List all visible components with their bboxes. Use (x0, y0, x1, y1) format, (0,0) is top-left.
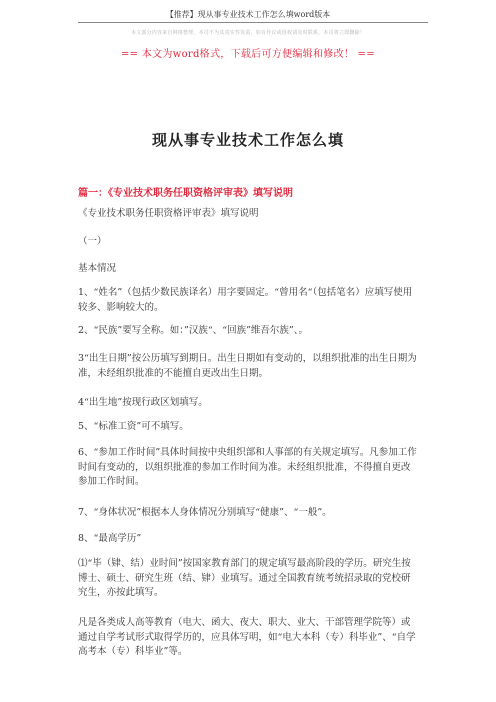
paragraph-adult-education: 凡是各类成人高等教育（电大、函大、夜大、职大、业大、干部管理学院等）或通过自学考试形式取得学历的，应具体写明，如“电大本科（专）科毕业”、“自学高考本（专）科毕业”等。 (78, 617, 416, 657)
running-header-title: 【推荐】现从事专业技术工作怎么填word版本 (165, 10, 331, 19)
paragraph-item-3: 3“出生日期”按公历填写到期日。出生日期如有变动的，以组织批准的出生日期为准，未经组织批准的不能擅自更改出生日期。 (78, 353, 417, 379)
copyright-disclaimer: 本文部分内容来自网络整理，本司不为其真实性负责，如有异议或侵权请及时联系，本司将立即删除！ (130, 30, 365, 36)
paragraph-item-4: 4“出生地”按现行政区划填写。 (78, 397, 208, 408)
document-title: 现从事专业技术工作怎么填 (151, 131, 344, 149)
paragraph-item-1: 1、“姓名”（包括少数民族译名）用字要固定。“曾用名“（包括笔名）应填写使用较多、影响较大的。 (78, 287, 413, 313)
word-format-notice: == 本文为word格式，下载后可方便编辑和修改！ == (120, 49, 376, 60)
paragraph-form-name: 《专业技术职务任职资格评审表》填写说明 (78, 208, 259, 219)
paragraph-item-6: 6、“参加工作时间”具体时间按中央组织部和人事部的有关规定填写。凡参加工作时间有变动的，以组织批准的参加工作时间为准。未经组织批准，不得擅自更改参加工作时间。 (78, 447, 417, 487)
paragraph-part-number: （一） (78, 236, 107, 247)
paragraph-item-2: 2、“民族”要写全称。如：”汉族“、“回族”维吾尔族”、。 (78, 325, 309, 336)
paragraph-item-8: 8、“最高学历” (78, 533, 142, 544)
paragraph-item-8-1: ⑴“毕（肄、结）业时间”按国家教育部门的规定填写最高阶段的学历。研究生按博士、硕士、研究生班（结、肄）业填写。通过全国教育统考统招录取的党校研究生，亦按此填写。 (78, 558, 411, 598)
paragraph-basic-info: 基本情况 (78, 263, 117, 274)
header-divider (78, 22, 428, 23)
paragraph-item-7: 7、“身体状况”根据本人身体情况分别填写“健康”、“一般”。 (78, 507, 332, 518)
section-heading: 篇一：《专业技术职务任职资格评审表》填写说明 (78, 188, 293, 199)
paragraph-item-5: 5、“标准工资”可不填写。 (78, 421, 189, 432)
